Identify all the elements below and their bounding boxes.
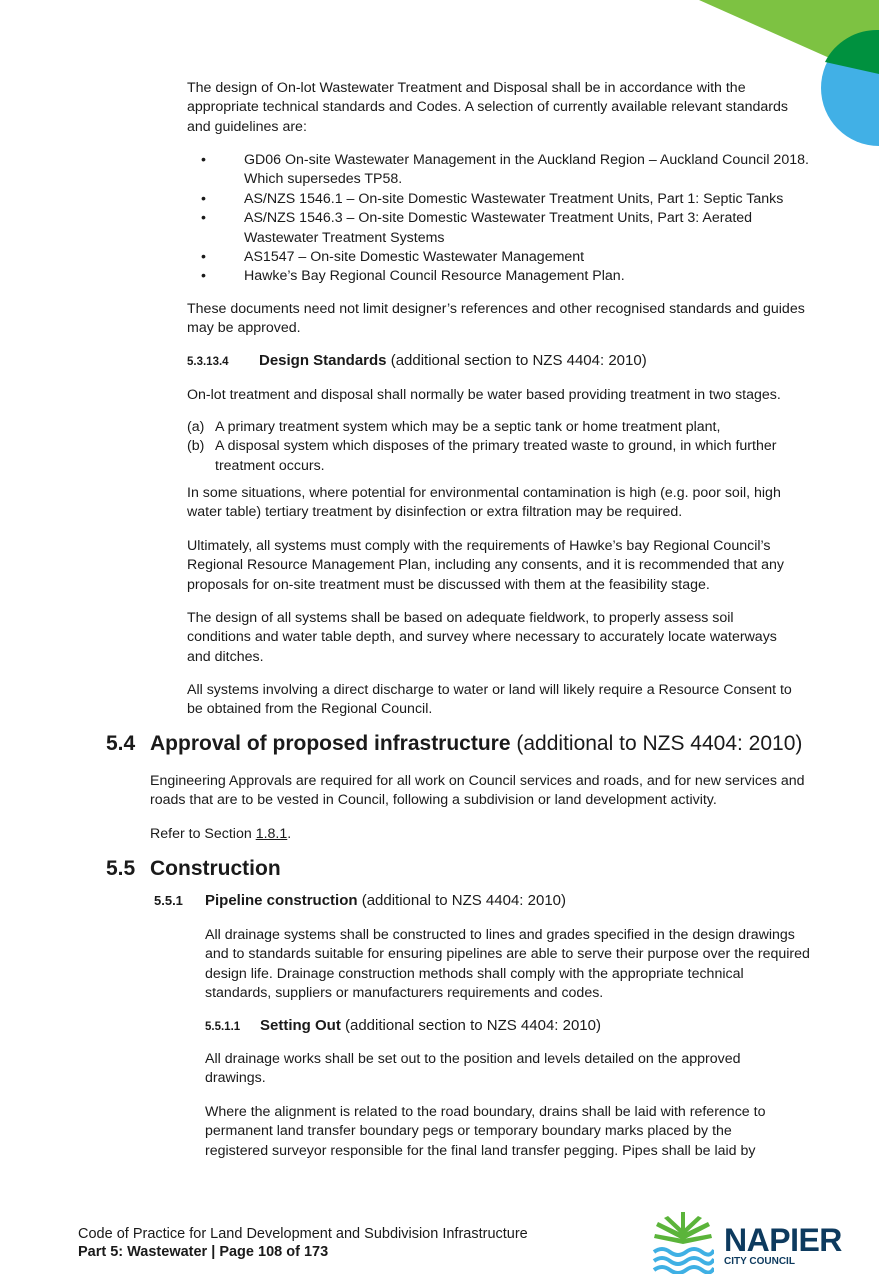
heading-5-5-1: 5.5.1 Pipeline construction (additional to NZS 4404: 2010) (154, 892, 566, 909)
logo-subtitle: CITY COUNCIL (724, 1256, 795, 1267)
list-item: • AS1547 – On-site Domestic Wastewater Management (201, 249, 585, 266)
heading-5-5: 5.5 Construction (106, 857, 281, 880)
list-item: • Hawke’s Bay Regional Council Resource Management Plan. (201, 268, 625, 285)
design-standards-para-4: The design of all systems shall be based on adequate fieldwork, to properly assess soil conditions and water table depth, and survey where necessary to accurately locate waterways and ditches. (187, 610, 777, 665)
list-item: • AS/NZS 1546.3 – On-site Domestic Wastewater Treatment Units, Part 3: Aerated Wastewater Treatment Systems (201, 210, 753, 246)
footer-document-title: Code of Practice for Land Development and Subdivision Infrastructure (78, 1226, 528, 1242)
setting-out-para-2: Where the alignment is related to the road boundary, drains shall be laid with reference to permanent land transfer boundary pegs or temporary boundary marks placed by the registered surveyor responsible for the final land transfer pegging. Pipes shall be laid by (205, 1104, 766, 1159)
list-item: • GD06 On-site Wastewater Management in the Auckland Region – Auckland Council 2018. Which supersedes TP58. (201, 152, 809, 188)
page-footer (78, 1225, 528, 1261)
design-standards-para-5: All systems involving a direct discharge to water or land will likely require a Resource Consent to be obtained from the Regional Council. (187, 682, 792, 718)
footer-page-number: Part 5: Wastewater | Page 108 of 173 (78, 1244, 329, 1260)
standards-list (187, 151, 827, 287)
setting-out-para: All drainage works shall be set out to the position and levels detailed on the approved drawings. (205, 1051, 741, 1087)
intro-paragraph: The design of On-lot Wastewater Treatment and Disposal shall be in accordance with the appropriate technical standards and Codes. A selection of currently available relevant standards and guidelines are: (187, 80, 788, 135)
refer-section-para: Refer to Section 1.8.1. (150, 826, 292, 842)
list-item: (a) A primary treatment system which may be a septic tank or home treatment plant, (187, 419, 721, 435)
treatment-stages-list (187, 418, 807, 476)
napier-city-council-logo (652, 1210, 852, 1274)
list-item: • AS/NZS 1546.1 – On-site Domestic Wastewater Treatment Units, Part 1: Septic Tanks (201, 190, 784, 207)
heading-5-5-1-1: 5.5.1.1 Setting Out (additional section to NZS 4404: 2010) (205, 1017, 601, 1034)
design-standards-para-3: Ultimately, all systems must comply with the requirements of Hawke’s bay Regional Council’s Regional Resource Management Plan, including any consents, and it is recommended that any proposals for on-site treatment must be discussed with them at the feasibility stage. (187, 538, 785, 593)
intro-paragraph-2: These documents need not limit designer’s references and other recognised standards and guides may be approved. (187, 301, 805, 337)
heading-5-3-13-4: 5.3.13.4 Design Standards (additional section to NZS 4404: 2010) (187, 352, 647, 369)
design-standards-para: On-lot treatment and disposal shall normally be water based providing treatment in two stages. (187, 387, 781, 403)
list-item: (b) A disposal system which disposes of the primary treated waste to ground, in which further treatment occurs. (187, 438, 777, 474)
logo-mark-icon (652, 1210, 714, 1274)
approval-para: Engineering Approvals are required for all work on Council services and roads, and for new services and roads that are to be vested in Council, following a subdivision or land development activity. (150, 773, 805, 809)
logo-name: NAPIER (724, 1222, 842, 1258)
heading-5-4: 5.4 Approval of proposed infrastructure (additional to NZS 4404: 2010) (106, 732, 803, 755)
pipeline-construction-para: All drainage systems shall be constructed to lines and grades specified in the design drawings and to standards suitable for ensuring pipelines are able to serve their purpose over the required design life. Drainage construction methods shall comply with the appropriate technical standards, suppliers or manufacturers requirements and codes. (205, 927, 810, 1002)
section-link[interactable]: 1.8.1 (255, 826, 288, 842)
design-standards-para-2: In some situations, where potential for environmental contamination is high (e.g. poor soil, high water table) tertiary treatment by disinfection or extra filtration may be required. (187, 485, 781, 521)
